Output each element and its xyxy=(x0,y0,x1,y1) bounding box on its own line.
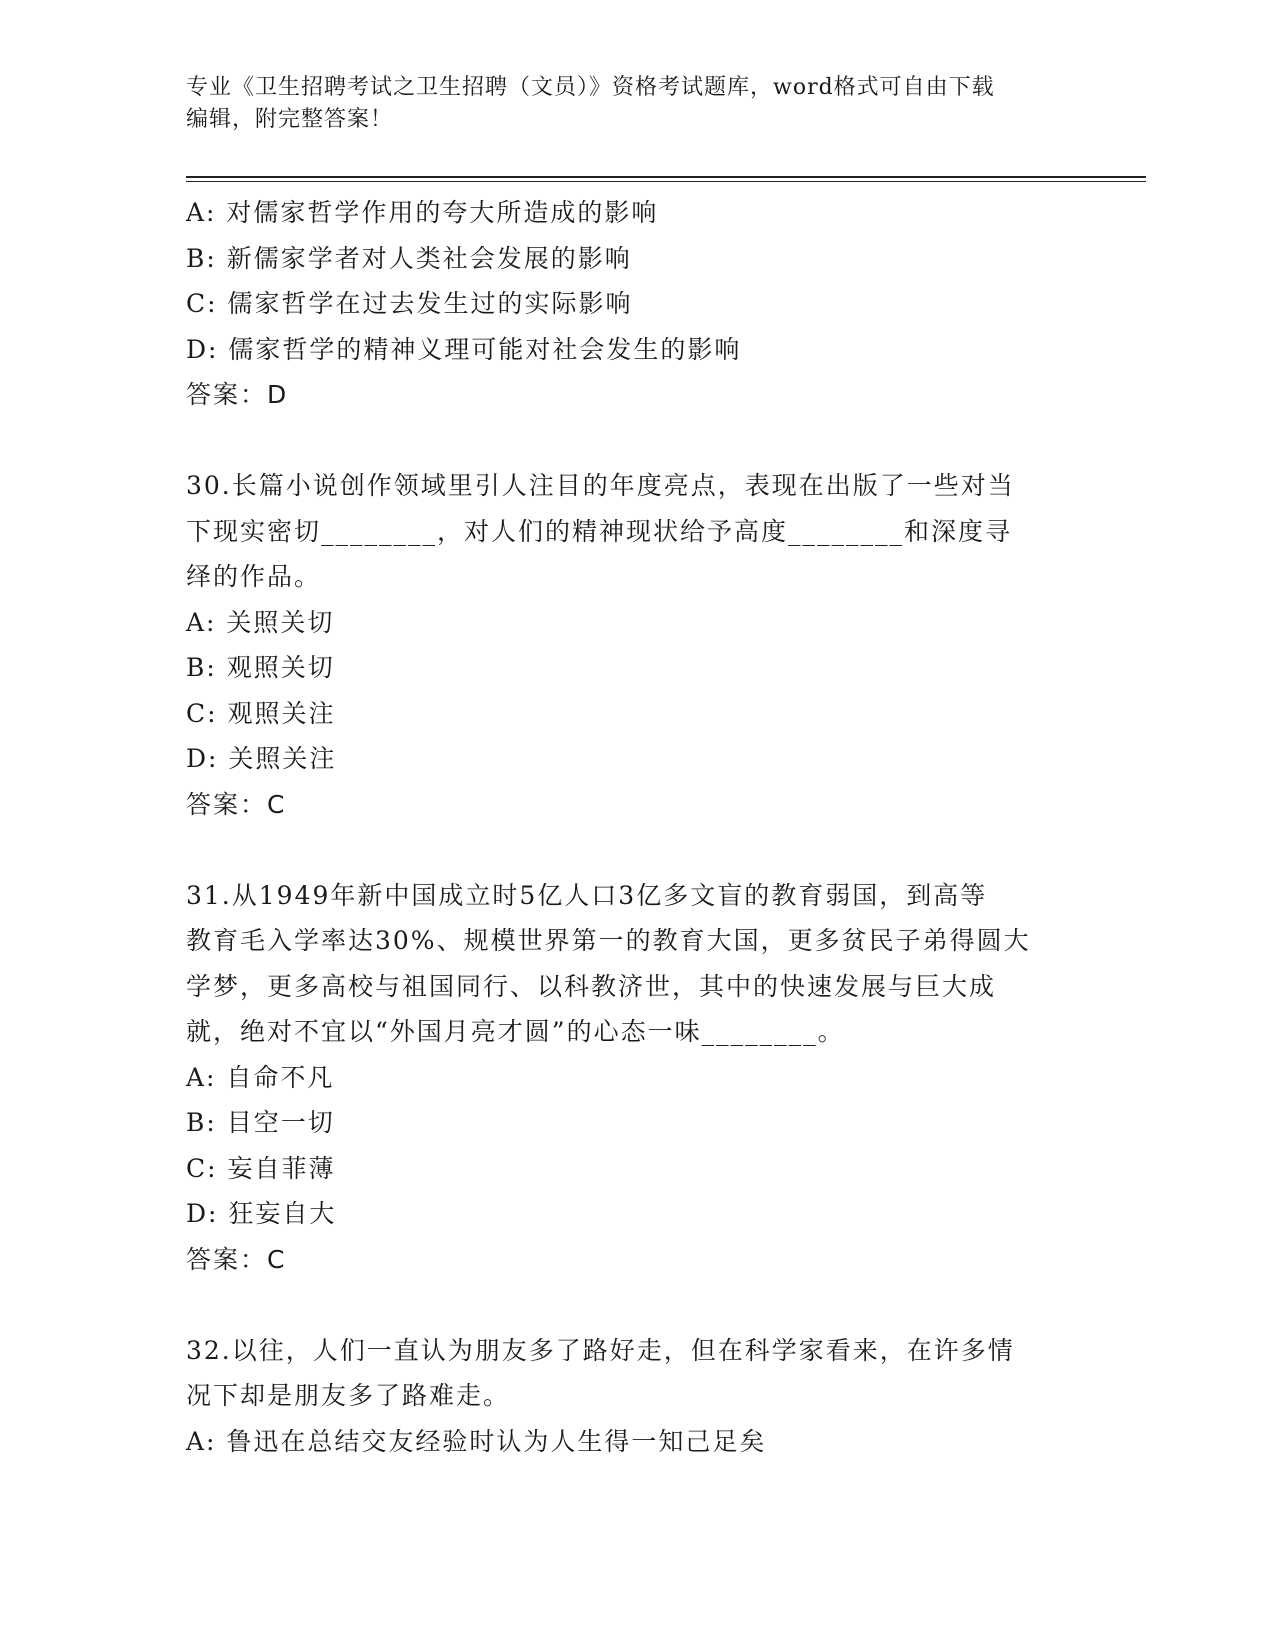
question-stem-line: 30.长篇小说创作领域里引人注目的年度亮点，表现在出版了一些对当 xyxy=(186,471,1015,500)
option-d: D: 儒家哲学的精神义理可能对社会发生的影响 xyxy=(186,334,742,364)
option-b: B: 观照关切 xyxy=(186,653,335,682)
question-32 xyxy=(186,1328,1086,1465)
option-c: C: 观照关注 xyxy=(186,698,336,728)
question-stem-line: 32.以往，人们一直认为朋友多了路好走，但在科学家看来，在许多情 xyxy=(186,1335,1015,1365)
question-stem-line: 31.从1949年新中国成立时5亿人口3亿多文盲的教育弱国，到高等 xyxy=(186,880,988,910)
answer: 答案：C xyxy=(186,1244,287,1274)
question-31 xyxy=(186,873,1086,1283)
question-stem-line: 绎的作品。 xyxy=(186,562,322,591)
answer: 答案：D xyxy=(186,380,289,409)
header-divider-thick xyxy=(186,176,1146,178)
question-stem-line: 就，绝对不宜以“外国月亮才圆”的心态一味________。 xyxy=(186,1017,845,1046)
question-30 xyxy=(186,463,1086,827)
option-b: B: 新儒家学者对人类社会发展的影响 xyxy=(186,243,632,273)
question-29 xyxy=(186,190,1086,418)
option-c: C: 妄自菲薄 xyxy=(186,1153,336,1183)
question-list xyxy=(186,190,1086,1464)
option-a: A: 自命不凡 xyxy=(186,1062,335,1092)
option-a: A: 对儒家哲学作用的夸大所造成的影响 xyxy=(186,198,659,227)
header-line-1: 专业《卫生招聘考试之卫生招聘（文员）》资格考试题库，word格式可自由下载 xyxy=(186,75,995,100)
option-a: A: 鲁迅在总结交友经验时认为人生得一知己足矣 xyxy=(186,1426,767,1456)
option-a: A: 关照关切 xyxy=(186,607,335,637)
option-c: C: 儒家哲学在过去发生过的实际影响 xyxy=(186,289,633,318)
header-line-2: 编辑，附完整答案！ xyxy=(186,107,394,132)
question-stem-line: 下现实密切________，对人们的精神现状给予高度________和深度寻 xyxy=(186,516,1013,546)
answer: 答案：C xyxy=(186,789,287,819)
header-divider-thin xyxy=(186,181,1146,182)
option-d: D: 狂妄自大 xyxy=(186,1199,337,1228)
option-d: D: 关照关注 xyxy=(186,744,337,773)
option-b: B: 目空一切 xyxy=(186,1108,335,1137)
question-stem-line: 况下却是朋友多了路难走。 xyxy=(186,1381,511,1410)
question-stem-line: 教育毛入学率达30%、规模世界第一的教育大国，更多贫民子弟得圆大 xyxy=(186,926,1031,955)
document-header xyxy=(186,72,1086,136)
question-stem-line: 学梦，更多高校与祖国同行、以科教济世，其中的快速发展与巨大成 xyxy=(186,971,997,1001)
